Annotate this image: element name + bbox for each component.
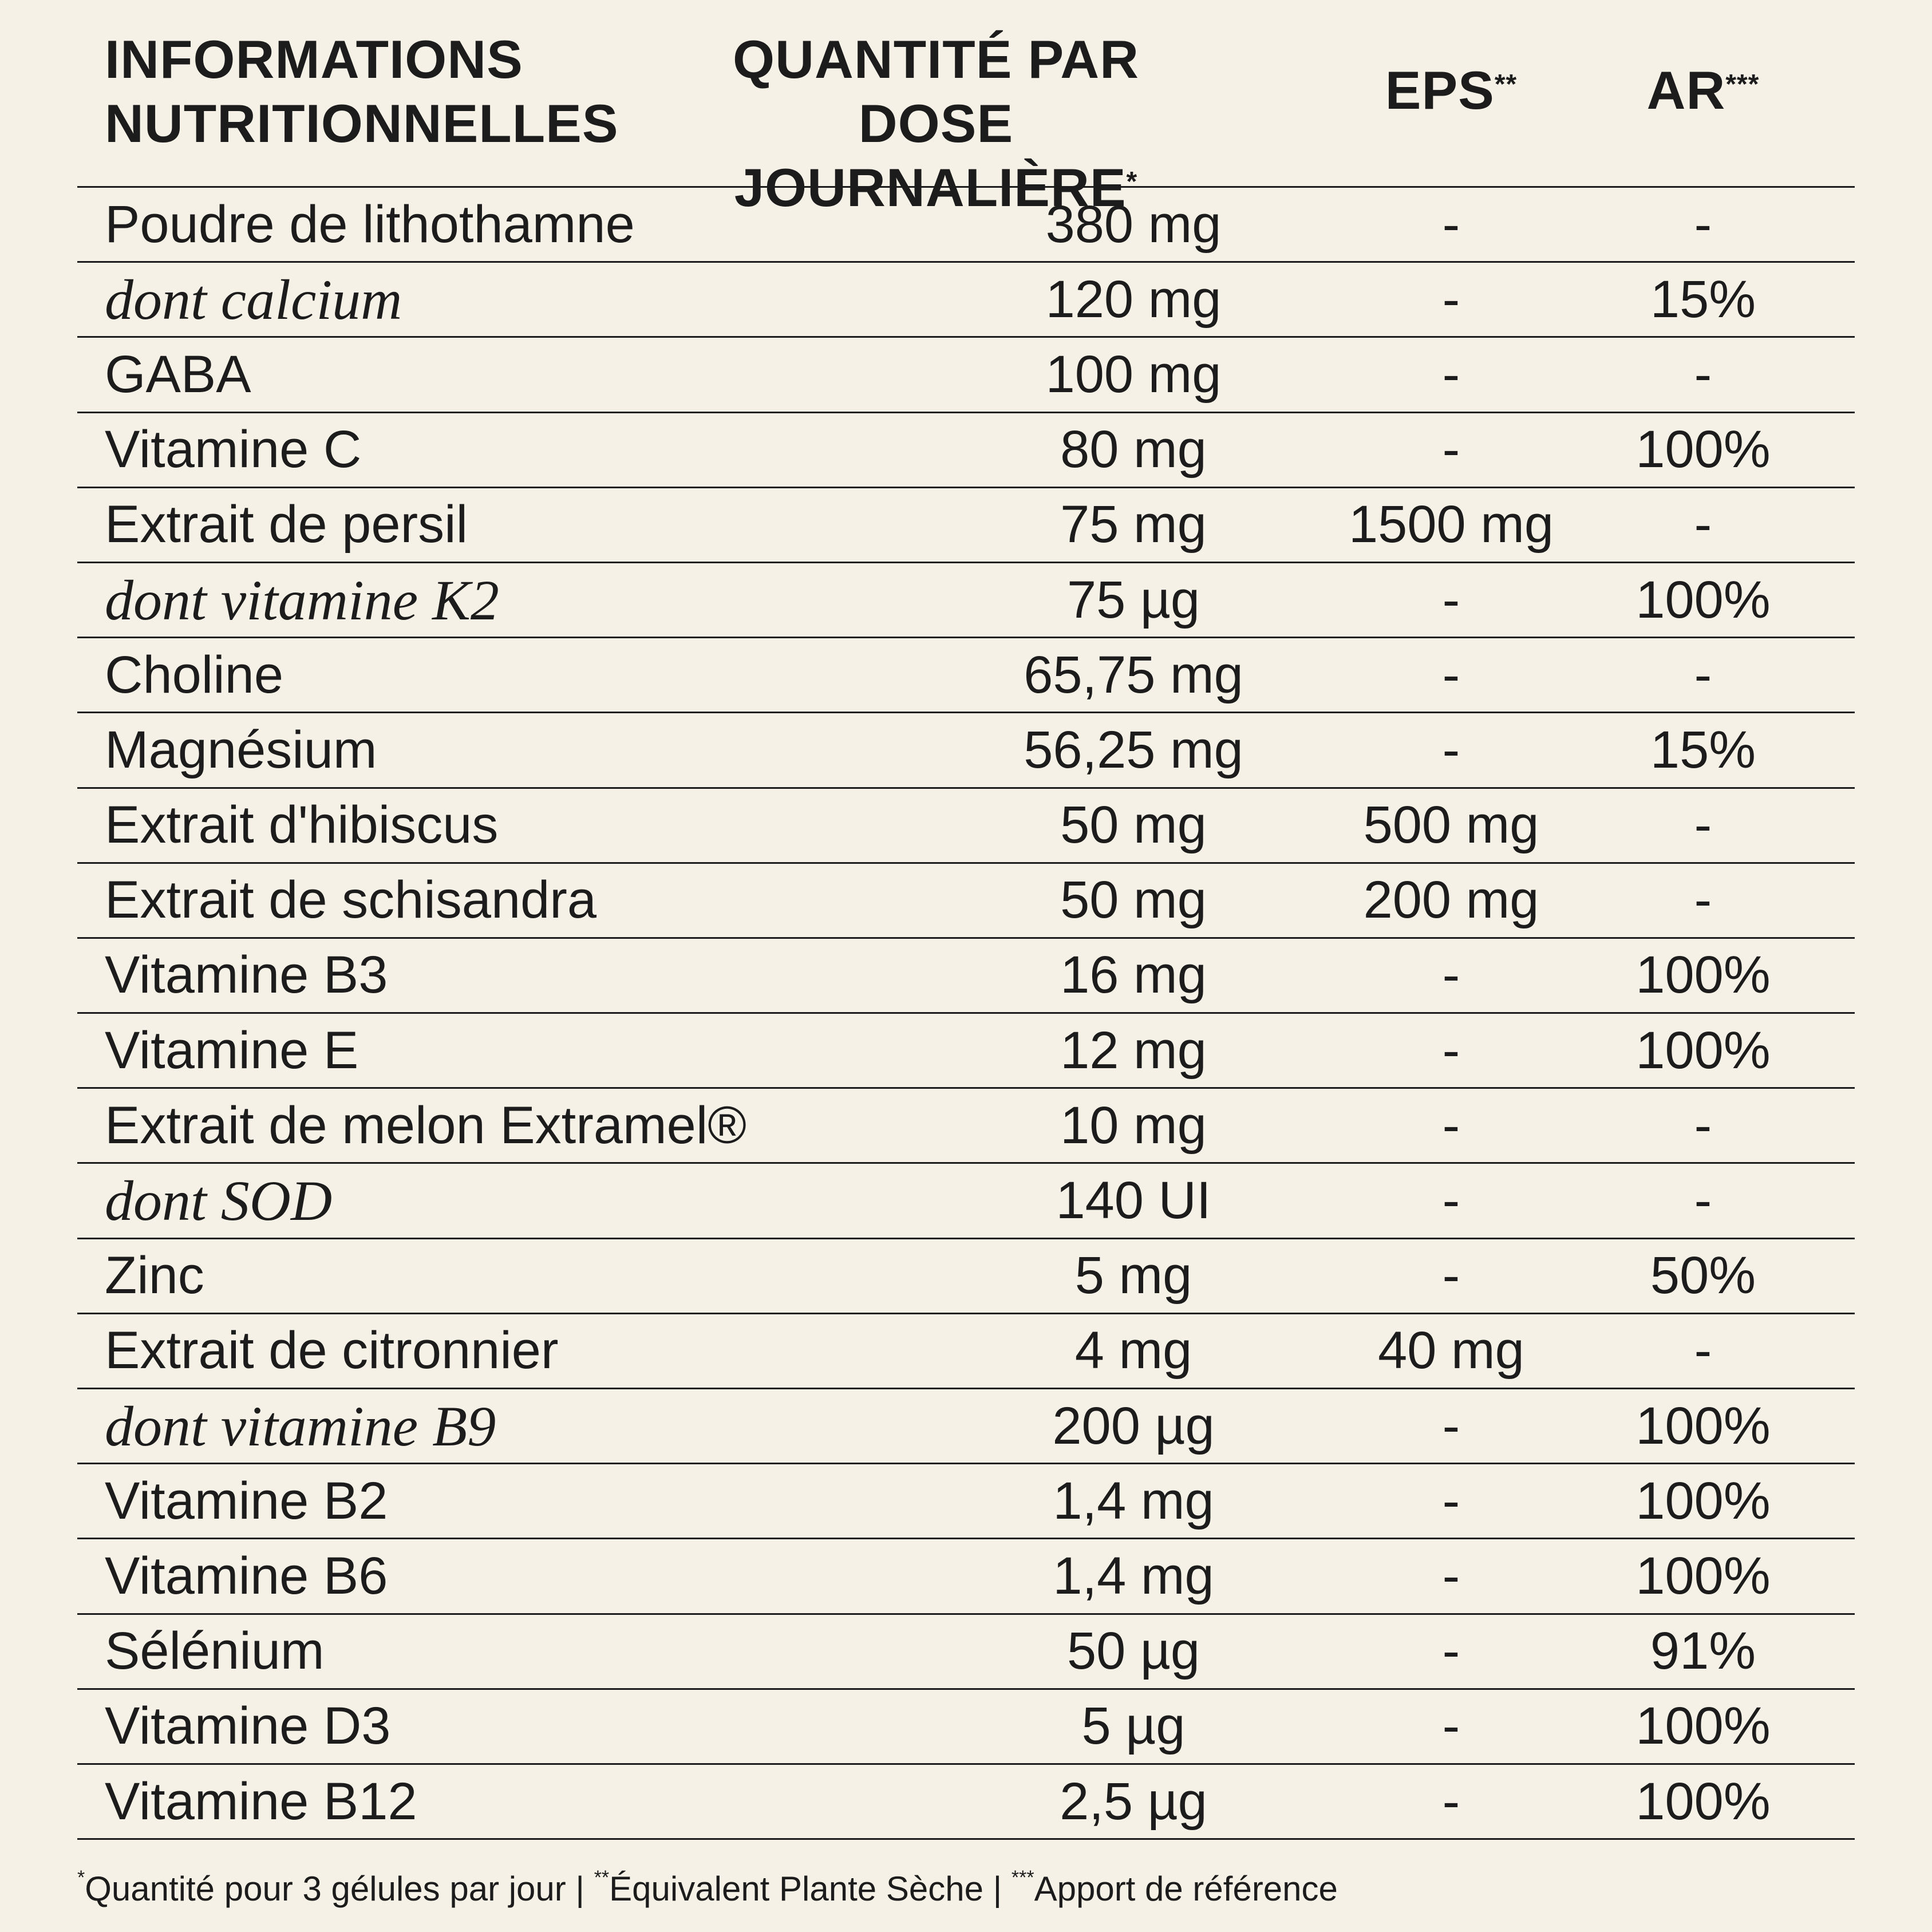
daily-quantity: 100 mg <box>1045 345 1222 404</box>
nutrient-name: dont SOD <box>105 1169 333 1233</box>
eps-value: 40 mg <box>1378 1321 1524 1380</box>
header-quantity-mark: * <box>1126 167 1138 197</box>
table-row <box>77 338 1855 413</box>
daily-quantity: 56,25 mg <box>1024 720 1243 779</box>
table-row <box>77 413 1855 488</box>
ar-value: 100% <box>1635 946 1771 1005</box>
ar-value: 100% <box>1635 1697 1771 1756</box>
daily-quantity: 5 µg <box>1081 1697 1186 1756</box>
nutrient-name: Extrait d'hibiscus <box>105 796 499 855</box>
header-nutrition-info-line1: INFORMATIONS <box>105 29 523 89</box>
nutrient-name: Extrait de schisandra <box>105 871 597 930</box>
daily-quantity: 80 mg <box>1060 420 1207 479</box>
nutrient-name: Poudre de lithothamne <box>105 195 635 254</box>
nutrient-name: Choline <box>105 645 283 704</box>
header-eps-mark: ** <box>1494 69 1518 100</box>
ar-value: - <box>1694 1171 1712 1230</box>
ar-value: - <box>1694 495 1712 554</box>
daily-quantity: 75 mg <box>1060 495 1207 554</box>
table-row <box>77 864 1855 939</box>
footnote-mark-1: * <box>77 1867 85 1888</box>
ar-value: - <box>1694 345 1712 404</box>
daily-quantity: 380 mg <box>1045 195 1222 254</box>
table-row <box>77 1464 1855 1539</box>
eps-value: - <box>1442 1546 1460 1605</box>
nutrient-name: Vitamine B6 <box>105 1546 388 1605</box>
ar-value: 91% <box>1650 1622 1756 1681</box>
nutrient-name: Extrait de melon Extramel® <box>105 1096 747 1155</box>
nutrient-name: Magnésium <box>105 720 377 779</box>
eps-value: - <box>1442 270 1460 329</box>
header-ar <box>1611 58 1795 123</box>
daily-quantity: 2,5 µg <box>1060 1772 1207 1831</box>
ar-value: 100% <box>1635 1471 1771 1530</box>
table-row <box>77 188 1855 263</box>
daily-quantity: 50 mg <box>1060 796 1207 855</box>
footnote <box>77 1869 1855 1909</box>
table-row <box>77 488 1855 563</box>
nutrient-name: dont vitamine K2 <box>105 568 499 632</box>
eps-value: - <box>1442 720 1460 779</box>
eps-value: - <box>1442 1171 1460 1230</box>
header-ar-label: AR <box>1646 60 1726 120</box>
ar-value: 100% <box>1635 1772 1771 1831</box>
table-row <box>77 1239 1855 1314</box>
ar-value: 100% <box>1635 1021 1771 1080</box>
daily-quantity: 5 mg <box>1074 1246 1192 1305</box>
eps-value: - <box>1442 1622 1460 1681</box>
ar-value: - <box>1694 871 1712 930</box>
nutrient-name: dont calcium <box>105 267 402 331</box>
table-row <box>77 789 1855 864</box>
table-row <box>77 1014 1855 1089</box>
nutrient-name: Vitamine B2 <box>105 1471 388 1530</box>
ar-value: - <box>1694 195 1712 254</box>
header-quantity-line2-text: DOSE JOURNALIÈRE <box>734 93 1127 218</box>
nutrient-name: dont vitamine B9 <box>105 1394 496 1458</box>
table-row <box>77 563 1855 638</box>
eps-value: 500 mg <box>1363 796 1539 855</box>
ar-value: 15% <box>1650 270 1756 329</box>
eps-value: - <box>1442 420 1460 479</box>
daily-quantity: 75 µg <box>1066 570 1200 629</box>
eps-value: - <box>1442 1396 1460 1455</box>
nutrient-name: Extrait de persil <box>105 495 468 554</box>
table-header <box>77 23 1855 218</box>
header-eps-label: EPS <box>1385 60 1495 120</box>
eps-value: - <box>1442 345 1460 404</box>
table-row <box>77 263 1855 338</box>
eps-value: - <box>1442 1471 1460 1530</box>
daily-quantity: 120 mg <box>1045 270 1222 329</box>
nutrient-name: Vitamine C <box>105 420 362 479</box>
nutrient-name: Vitamine D3 <box>105 1697 391 1756</box>
daily-quantity: 12 mg <box>1060 1021 1207 1080</box>
daily-quantity: 4 mg <box>1074 1321 1192 1380</box>
table-row <box>77 1089 1855 1164</box>
eps-value: - <box>1442 1772 1460 1831</box>
eps-value: - <box>1442 570 1460 629</box>
eps-value: - <box>1442 1246 1460 1305</box>
ar-value: 100% <box>1635 1396 1771 1455</box>
table-row <box>77 1164 1855 1239</box>
ar-value: - <box>1694 1096 1712 1155</box>
header-quantity-line1: QUANTITÉ PAR <box>732 29 1140 89</box>
footnote-text-1: Quantité pour 3 gélules par jour | <box>85 1870 594 1908</box>
eps-value: 1500 mg <box>1348 495 1554 554</box>
ar-value: 50% <box>1650 1246 1756 1305</box>
eps-value: 200 mg <box>1363 871 1539 930</box>
ar-value: 15% <box>1650 720 1756 779</box>
daily-quantity: 1,4 mg <box>1053 1471 1214 1530</box>
daily-quantity: 50 µg <box>1066 1622 1200 1681</box>
footnote-mark-3: *** <box>1011 1867 1034 1888</box>
header-ar-mark: *** <box>1725 69 1760 100</box>
ar-value: 100% <box>1635 1546 1771 1605</box>
daily-quantity: 16 mg <box>1060 946 1207 1005</box>
footnote-text-2: Équivalent Plante Sèche | <box>609 1870 1012 1908</box>
table-row <box>77 1615 1855 1690</box>
table-row <box>77 1389 1855 1464</box>
nutrient-name: Zinc <box>105 1246 204 1305</box>
nutrient-name: GABA <box>105 345 251 404</box>
table-row <box>77 1765 1855 1840</box>
ar-value: 100% <box>1635 420 1771 479</box>
nutrient-name: Vitamine B3 <box>105 946 388 1005</box>
daily-quantity: 50 mg <box>1060 871 1207 930</box>
eps-value: - <box>1442 195 1460 254</box>
eps-value: - <box>1442 1021 1460 1080</box>
daily-quantity: 65,75 mg <box>1024 645 1243 704</box>
header-nutrition-info-line2: NUTRITIONNELLES <box>105 93 619 153</box>
daily-quantity: 10 mg <box>1060 1096 1207 1155</box>
eps-value: - <box>1442 1096 1460 1155</box>
footnote-mark-2: ** <box>594 1867 610 1888</box>
daily-quantity: 1,4 mg <box>1053 1546 1214 1605</box>
eps-value: - <box>1442 645 1460 704</box>
table-row <box>77 939 1855 1014</box>
nutrition-table <box>77 186 1855 1840</box>
table-row <box>77 713 1855 788</box>
daily-quantity: 140 UI <box>1056 1171 1211 1230</box>
footnote-text-3: Apport de référence <box>1034 1870 1338 1908</box>
header-eps <box>1360 58 1543 123</box>
ar-value: - <box>1694 1321 1712 1380</box>
table-row <box>77 638 1855 713</box>
nutrient-name: Vitamine E <box>105 1021 359 1080</box>
eps-value: - <box>1442 1697 1460 1756</box>
ar-value: 100% <box>1635 570 1771 629</box>
ar-value: - <box>1694 796 1712 855</box>
ar-value: - <box>1694 645 1712 704</box>
nutrient-name: Extrait de citronnier <box>105 1321 559 1380</box>
table-row <box>77 1314 1855 1389</box>
nutrient-name: Sélénium <box>105 1622 325 1681</box>
daily-quantity: 200 µg <box>1052 1396 1215 1455</box>
eps-value: - <box>1442 946 1460 1005</box>
table-row <box>77 1539 1855 1614</box>
table-row <box>77 1690 1855 1765</box>
nutrient-name: Vitamine B12 <box>105 1772 417 1831</box>
